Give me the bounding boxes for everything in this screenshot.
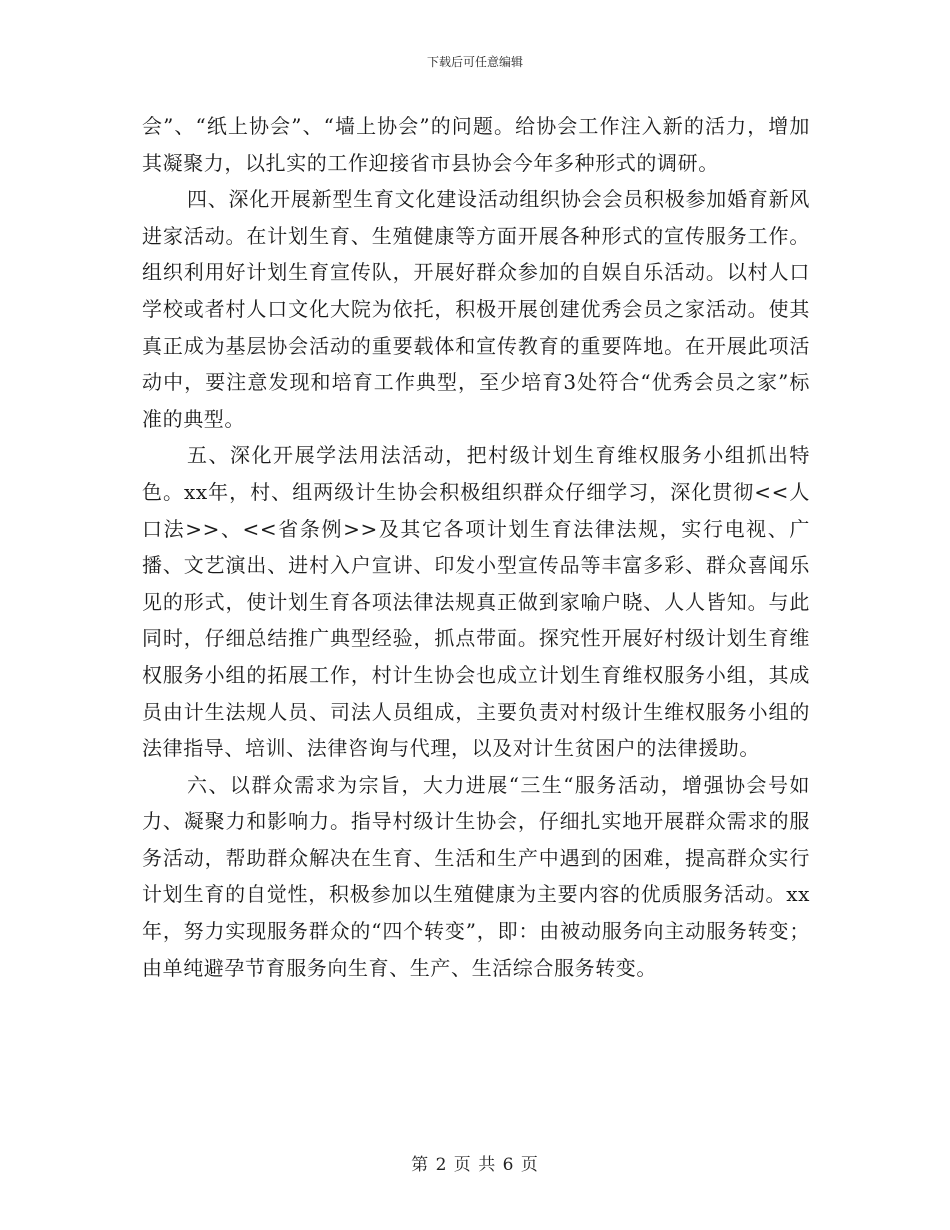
page-number-footer: 第 2 页 共 6 页 xyxy=(411,1155,539,1175)
page-header: 下载后可任意编辑 xyxy=(426,55,523,69)
paragraph-section-four: 四、深化开展新型生育文化建设活动组织协会会员积极参加婚育新风进家活动。在计划生育、生殖健康等方面开展各种形式的宣传服务工作。组织利用好计划生育宣传队，开展好群众参加的自娱自乐活动。以村人口学校或者村人口文化大院为依托，积极开展创建优秀会员之家活动。使其真正成为基层协会活动的重要载体和宣传教育的重要阵地。在开展此项活动中，要注意发现和培育工作典型，至少培育3处符合“优秀会员之家”标准的典型。 xyxy=(142,187,810,431)
paragraph-continuation: 会”、“纸上协会”、“墙上协会”的问题。给协会工作注入新的活力，增加其凝聚力，以扎实的工作迎接省市县协会今年多种形式的调研。 xyxy=(142,114,810,175)
paragraph-section-five: 五、深化开展学法用法活动，把村级计划生育维权服务小组抓出特色。xx年，村、组两级计生协会积极组织群众仔细学习，深化贯彻<<人口法>>、<<省条例>>及其它各项计划生育法律法规，实行电视、广播、文艺演出、进村入户宣讲、印发小型宣传品等丰富多彩、群众喜闻乐见的形式，使计划生育各项法律法规真正做到家喻户晓、人人皆知。与此同时，仔细总结推广典型经验，抓点带面。探究性开展好村级计划生育维权服务小组的拓展工作，村计生协会也成立计划生育维权服务小组，其成员由计生法规人员、司法人员组成，主要负责对村级计生维权服务小组的法律指导、培训、法律咨询与代理，以及对计生贫困户的法律援助。 xyxy=(142,443,810,761)
paragraph-section-six: 六、以群众需求为宗旨，大力进展“三生“服务活动，增强协会号如力、凝聚力和影响力。指导村级计生协会，仔细扎实地开展群众需求的服务活动，帮助群众解决在生育、生活和生产中遇到的困难，提高群众实行计划生育的自觉性，积极参加以生殖健康为主要内容的优质服务活动。xx年，努力实现服务群众的“四个转变”，即：由被动服务向主动服务转变；由单纯避孕节育服务向生育、生产、生活综合服务转变。 xyxy=(142,772,810,980)
document-body xyxy=(142,108,810,986)
